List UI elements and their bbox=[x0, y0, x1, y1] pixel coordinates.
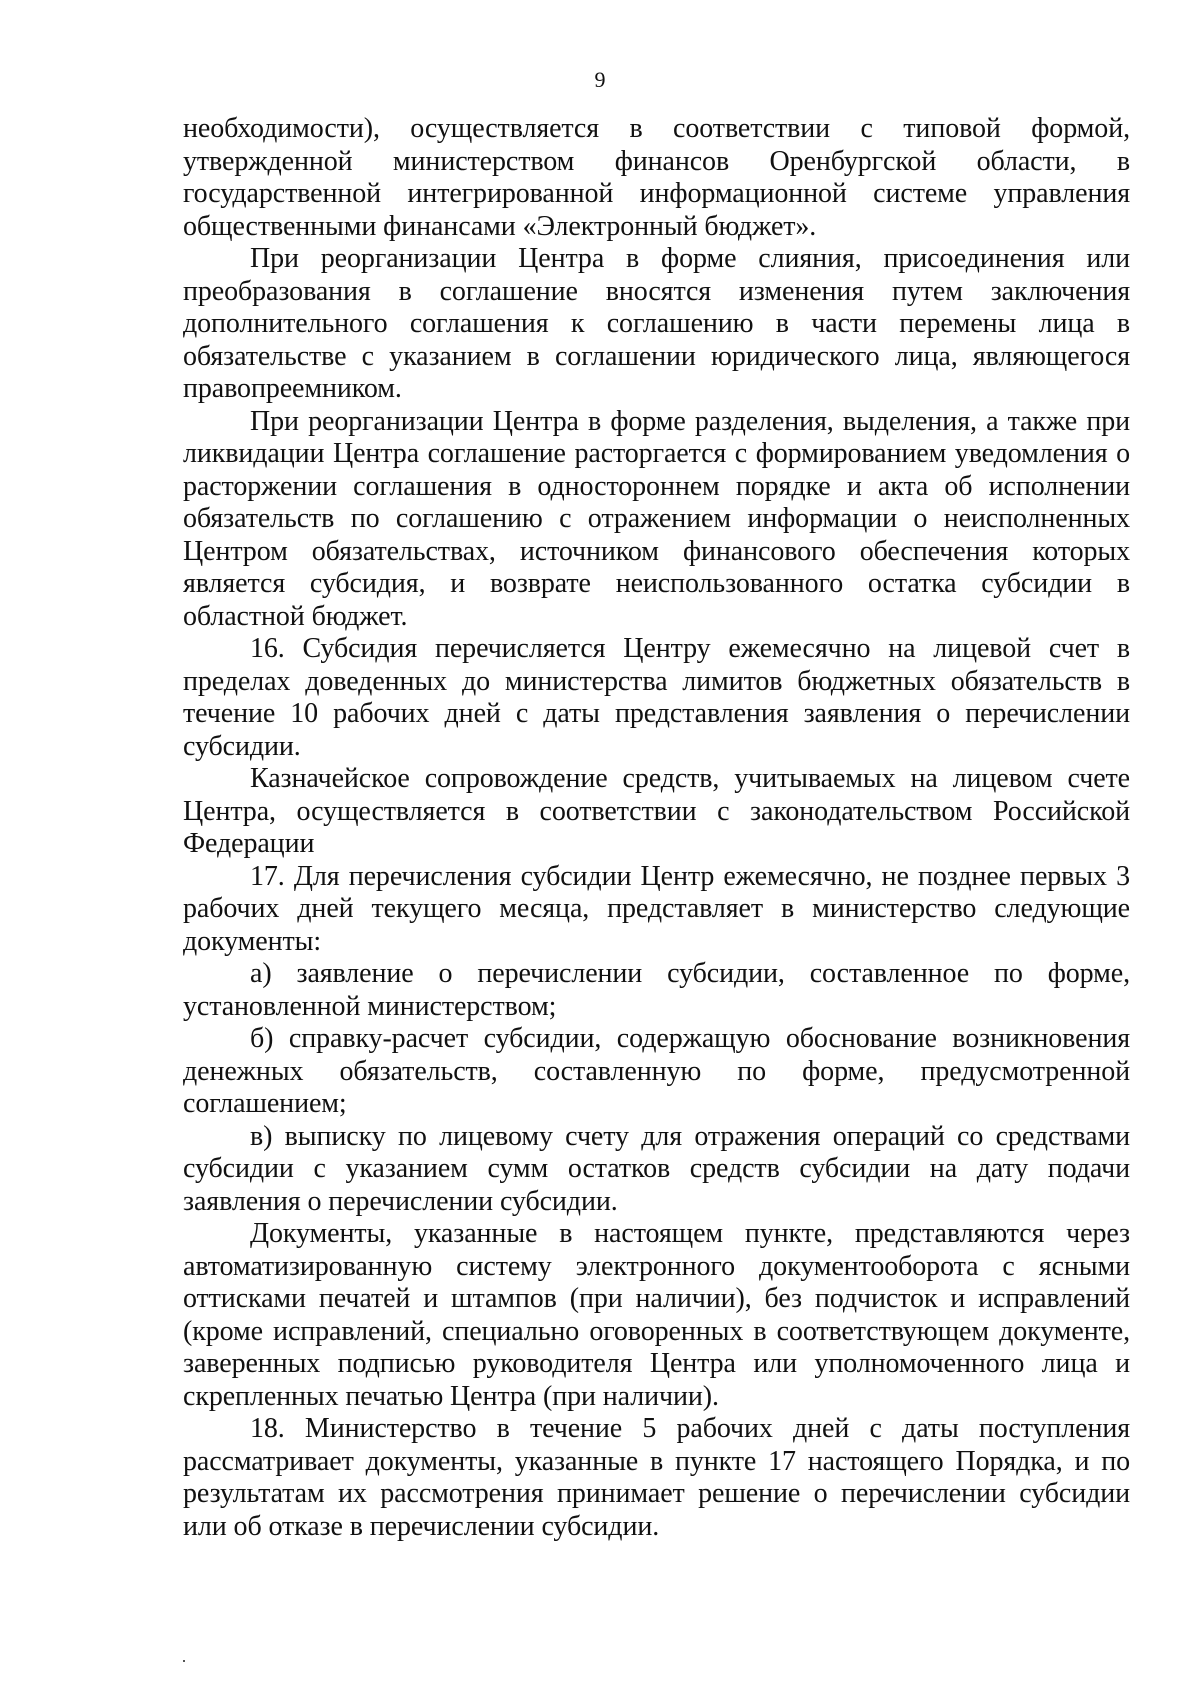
paragraph-4: 16. Субсидия перечисляется Центру ежемесячно на лицевой счет в пределах доведенных до министерства лимитов бюджетных обязательств в течение 10 рабочих дней с даты представления заявления о перечислении субсидии. bbox=[183, 633, 1130, 762]
paragraph-2: При реорганизации Центра в форме слияния, присоединения или преобразования в соглашение вносятся изменения путем заключения дополнительного соглашения к соглашению в части перемены лица в обязательстве с указанием в соглашении юридического лица, являющегося правопреемником. bbox=[183, 243, 1130, 404]
paragraph-8: б) справку-расчет субсидии, содержащую обоснование возникновения денежных обязательств, составленную по форме, предусмотренной соглашением; bbox=[183, 1023, 1130, 1119]
document-body bbox=[183, 113, 1130, 1543]
paragraph-1: необходимости), осуществляется в соответствии с типовой формой, утвержденной министерством финансов Оренбургской области, в государственной интегрированной информационной системе управления общественными финансами «Электронный бюджет». bbox=[183, 113, 1130, 242]
paragraph-7: а) заявление о перечислении субсидии, составленное по форме, установленной министерством; bbox=[183, 958, 1130, 1022]
paragraph-11: 18. Министерство в течение 5 рабочих дней с даты поступления рассматривает документы, указанные в пункте 17 настоящего Порядка, и по результатам их рассмотрения принимает решение о перечислении субсидии или об отказе в перечислении субсидии. bbox=[183, 1413, 1130, 1542]
paragraph-3: При реорганизации Центра в форме разделения, выделения, а также при ликвидации Центра соглашение расторгается с формированием уведомления о расторжении соглашения в одностороннем порядке и акта об исполнении обязательств по соглашению с отражением информации о неисполненных Центром обязательствах, источником финансового обеспечения которых является субсидия, и возврате неиспользованного остатка субсидии в областной бюджет. bbox=[183, 405, 1130, 632]
paragraph-10: Документы, указанные в настоящем пункте, представляются через автоматизированную систему электронного документооборота с ясными оттисками печатей и штампов (при наличии), без подчисток и исправлений (кроме исправлений, специально оговоренных в соответствующем документе, заверенных подписью руководителя Центра или уполномоченного лица и скрепленных печатью Центра (при наличии). bbox=[183, 1218, 1130, 1412]
paragraph-9: в) выписку по лицевому счету для отражения операций со средствами субсидии с указанием сумм остатков средств субсидии на дату подачи заявления о перечислении субсидии. bbox=[183, 1120, 1130, 1217]
paragraph-5: Казначейское сопровождение средств, учитываемых на лицевом счете Центра, осуществляется в соответствии с законодательством Российской Федерации bbox=[183, 763, 1130, 859]
paragraph-6: 17. Для перечисления субсидии Центр ежемесячно, не позднее первых 3 рабочих дней текущего месяца, представляет в министерство следующие документы: bbox=[183, 860, 1130, 957]
page-number: 9 bbox=[594, 67, 606, 92]
scan-speck bbox=[183, 1660, 185, 1662]
